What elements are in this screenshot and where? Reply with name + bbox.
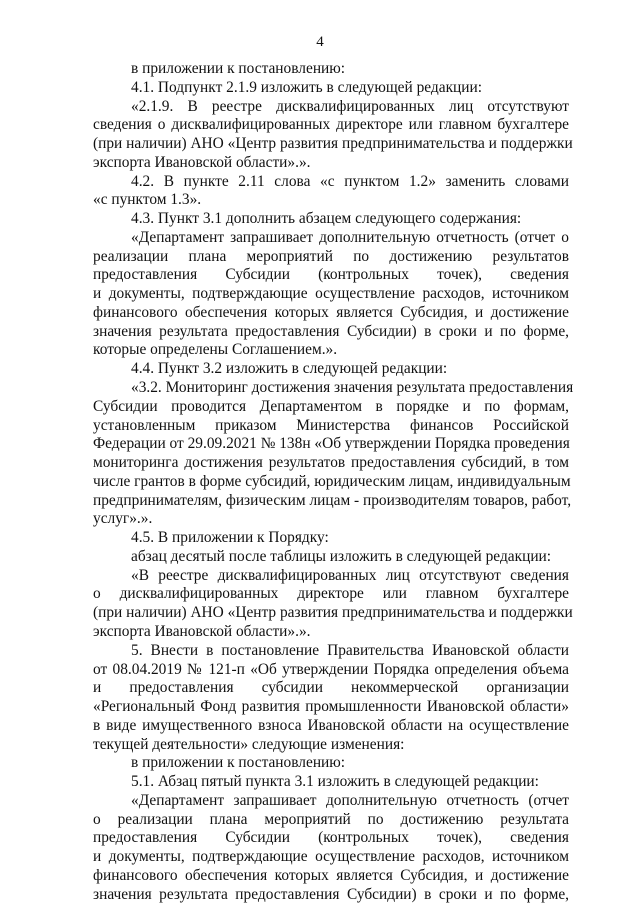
text-line: «3.2. Мониторинг достижения значения результата предоставления (131, 379, 574, 397)
text-line: 4.5. В приложении к Порядку: (131, 529, 329, 547)
text-line: финансового обеспечения которых является Субсидия, и достижение (93, 866, 569, 884)
text-line: сведения о дисквалифицированных директоре или главном бухгалтере (93, 116, 569, 134)
text-line: и документы, подтверждающие осуществление расходов, источником (93, 285, 569, 303)
text-line: услуг».». (93, 510, 153, 528)
text-line: 5. Внести в постановление Правительства Ивановской области (131, 641, 569, 659)
text-line: предпринимателям, физическим лицам - производителям товаров, работ, (93, 491, 572, 509)
text-line: «Департамент запрашивает дополнительную отчетность (отчет (131, 791, 569, 809)
text-line: и предоставления субсидии некоммерческой организации (93, 679, 569, 697)
text-line: абзац десятый после таблицы изложить в следующей редакции: (131, 547, 552, 565)
text-line: от 08.04.2019 № 121-п «Об утверждении Порядка определения объема (93, 660, 569, 678)
text-line: предоставления Субсидии (контрольных точек), сведения (93, 266, 569, 284)
text-line: в виде имущественного взноса Ивановской области на осуществление (93, 716, 569, 734)
text-line: 4.2. В пункте 2.11 слова «с пунктом 1.2» заменить словами (131, 172, 569, 190)
text-line: установленным приказом Министерства финансов Российской (93, 416, 569, 434)
text-line: значения результата предоставления Субсидии) в сроки и по форме, (93, 322, 569, 340)
page-number: 4 (316, 34, 324, 50)
text-line: реализации плана мероприятий по достижению результатов (93, 247, 569, 265)
text-line: «Региональный Фонд развития промышленности Ивановской области» (93, 698, 569, 716)
text-line: 5.1. Абзац пятый пункта 3.1 изложить в следующей редакции: (131, 773, 539, 791)
text-line: о реализации плана мероприятий по достижению результата (93, 810, 569, 828)
text-line: 4.1. Подпункт 2.1.9 изложить в следующей редакции: (131, 78, 483, 96)
text-line: (при наличии) АНО «Центр развития предпринимательства и поддержки (93, 604, 573, 622)
text-line: в приложении к постановлению: (131, 754, 346, 772)
text-line: экспорта Ивановской области».». (93, 622, 311, 640)
text-line: экспорта Ивановской области».». (93, 153, 311, 171)
text-line: числе грантов в форме субсидий, юридическим лицам, индивидуальным (93, 472, 571, 490)
text-line: в приложении к постановлению: (131, 60, 346, 77)
text-line: которые определены Соглашением.». (93, 341, 338, 359)
text-line: Федерации от 29.09.2021 № 138н «Об утверждении Порядка проведения (93, 435, 570, 453)
text-line: «Департамент запрашивает дополнительную отчетность (отчет о (131, 228, 569, 246)
text-line: финансового обеспечения которых является Субсидия, и достижение (93, 303, 569, 321)
text-line: предоставления Субсидии (контрольных точек), сведения (93, 829, 569, 847)
text-line: значения результата предоставления Субсидии) в сроки и по форме, (93, 885, 569, 903)
text-line: и документы, подтверждающие осуществление расходов, источником (93, 848, 569, 866)
text-line: Субсидии проводится Департаментом в порядке и по формам, (93, 397, 569, 415)
text-line: текущей деятельности» следующие изменения: (93, 735, 405, 753)
text-line: (при наличии) АНО «Центр развития предпринимательства и поддержки (93, 135, 573, 153)
text-line: «В реестре дисквалифицированных лиц отсутствуют сведения (131, 566, 569, 584)
text-line: о дисквалифицированных директоре или главном бухгалтере (93, 585, 569, 603)
text-line: 4.4. Пункт 3.2 изложить в следующей редакции: (131, 360, 448, 378)
text-line: мониторинга достижения результатов предоставления субсидий, в том (93, 454, 569, 472)
document-body (93, 60, 574, 904)
text-line: «2.1.9. В реестре дисквалифицированных лиц отсутствуют (131, 97, 569, 115)
text-line: 4.3. Пункт 3.1 дополнить абзацем следующего содержания: (131, 210, 522, 228)
text-line: «с пунктом 1.3». (93, 191, 202, 209)
